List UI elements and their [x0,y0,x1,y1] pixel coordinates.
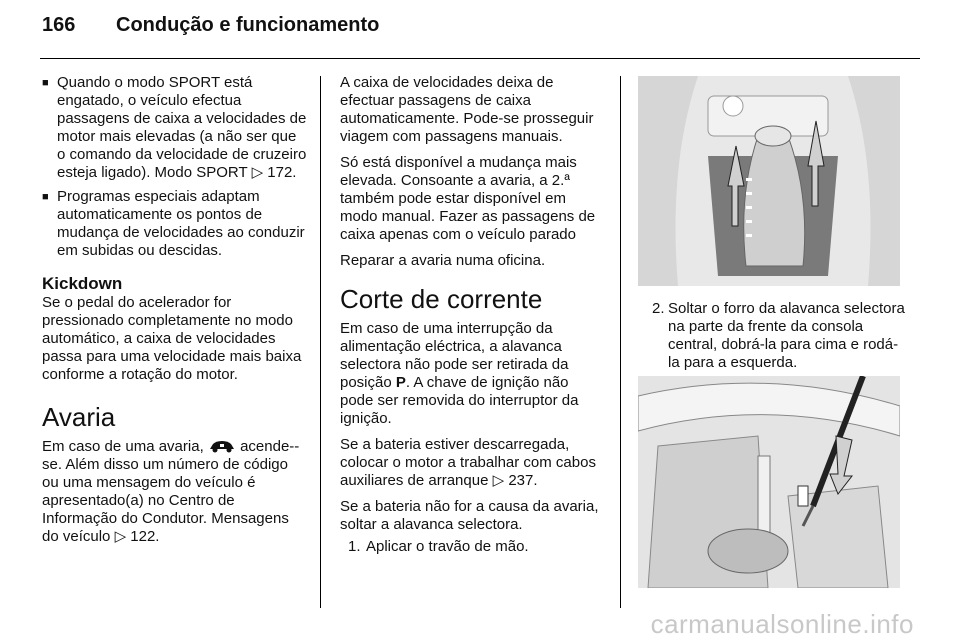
car-transmission-warning-icon [208,439,236,453]
column-2 [340,74,606,556]
reference-arrow-icon: ▷ [251,164,264,181]
avaria-heading: Avaria [42,402,116,432]
paragraph-highest-gear: Só está disponível a mudança mais elevada. Consoante a avaria, a 2.ª também pode estar disponível em modo manual. Fazer as passagens de caixa apenas com o veículo parado [340,154,596,243]
header-rule [40,58,920,59]
kickdown-heading: Kickdown [42,274,123,293]
corte-heading: Corte de corrente [340,284,543,314]
bullet-sport-mode: ■ Quando o modo SPORT está engatado, o veículo efectua passagens de caixa a velocidades de motor mais elevadas (a não ser que o comando da velocidade de cruzeiro esteja ligado). Modo SPORT ▷ 172. [42,74,308,182]
reference-arrow-icon: ▷ [492,472,505,489]
console-trim-removal-illustration [638,376,900,588]
page-header [42,14,379,54]
watermark: carmanualsonline.info [650,609,914,639]
step-2: 2. Soltar o forro da alavanca selectora na parte da frente da consola central, dobrá-la para cima e rodá-la para a esquerda. [652,300,905,371]
avaria-text: Em caso de uma avaria, acende--se. Além disso um número de código ou uma mensagem do veículo é apresentado(a) no Centro de Informação do Condutor. Mensagens do veículo ▷ 122. [42,438,300,545]
kickdown-text: Se o pedal do acelerador for pressionado completamente no modo automático, a caixa de velocidades passa para uma velocidade mais baixa conforme a rotação do motor. [42,294,302,383]
page-number: 166 [42,14,76,36]
column-3-text [646,300,908,372]
reference-arrow-icon: ▷ [114,528,127,545]
paragraph-power-cut: Em caso de uma interrupção da alimentação eléctrica, a alavanca selectora não pode ser retirada da posição P. A chave de ignição não pode ser removida do interruptor da ignição. [340,320,579,427]
paragraph-manual-shifting: A caixa de velocidades deixa de efectuar passagens de caixa automaticamente. Pode-se prosseguir viagem com passagens manuais. [340,74,594,145]
paragraph-battery-jump: Se a bateria estiver descarregada, colocar o motor a trabalhar com cabos auxiliares de arranque ▷ 237. [340,436,596,489]
gear-selector-illustration [638,76,900,286]
paragraph-workshop: Reparar a avaria numa oficina. [340,252,546,269]
step-1: 1. Aplicar o travão de mão. [348,538,529,555]
paragraph-release-lever: Se a bateria não for a causa da avaria, soltar a alavanca selectora. [340,498,599,533]
column-divider-2 [620,76,621,608]
chapter-title: Condução e funcionamento [116,14,380,36]
column-1 [42,74,308,554]
bullet-special-programs: ■ Programas especiais adaptam automaticamente os pontos de mudança de velocidades ao conduzir em subidas ou descidas. [42,188,308,260]
column-divider-1 [320,76,321,608]
